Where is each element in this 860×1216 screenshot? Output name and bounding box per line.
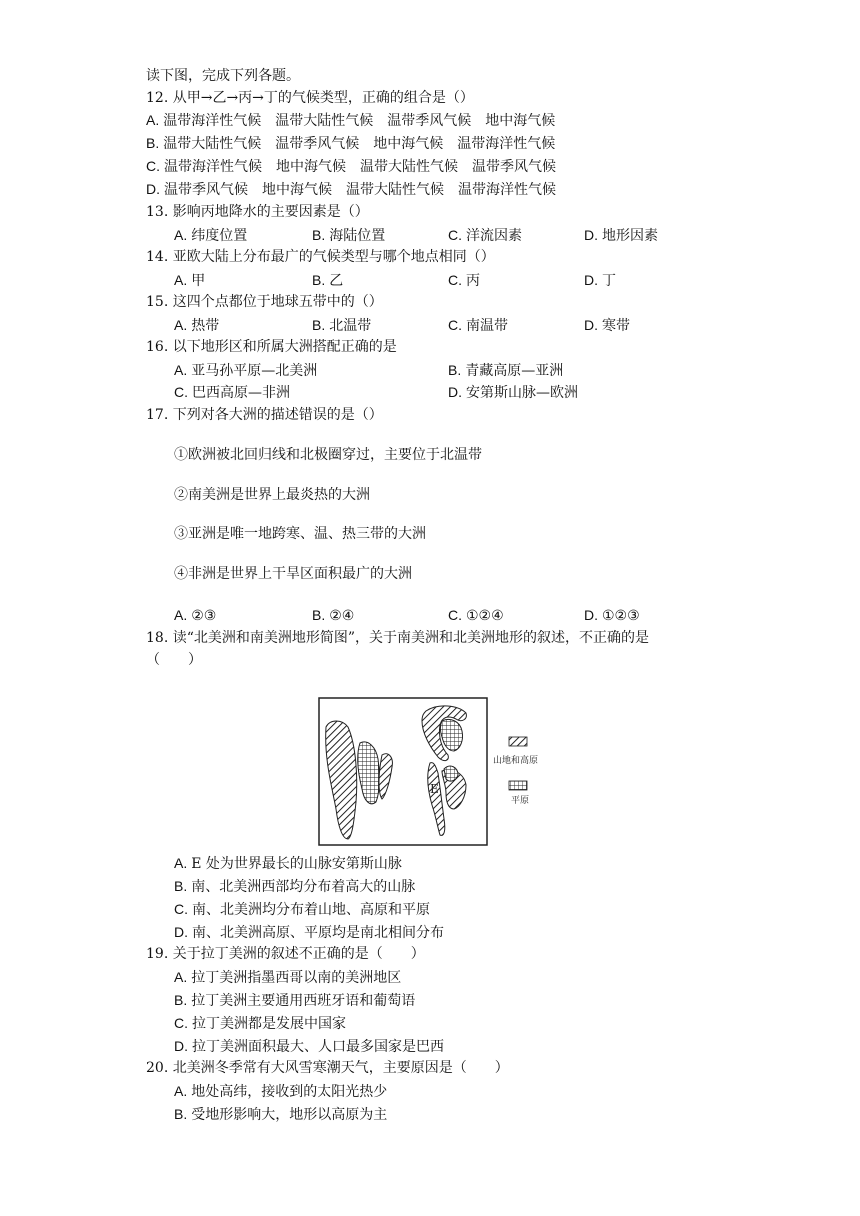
q17-statement-4: ④非洲是世界上干旱区面积最广的大洲 <box>174 566 412 582</box>
option-item: 温带大陆性气候 <box>360 159 458 175</box>
q16-option-b[interactable] <box>448 360 563 380</box>
q15-option-c[interactable] <box>448 315 508 335</box>
option-text: 热带 <box>191 318 220 334</box>
option-label: D. <box>584 272 598 288</box>
option-item: 温带季风气候 <box>472 159 556 175</box>
option-text: 南、北美洲高原、平原均是南北相间分布 <box>192 925 444 941</box>
q13-stem: 13. 影响丙地降水的主要因素是（） <box>146 204 369 220</box>
option-label: A. <box>174 362 188 378</box>
q13-option-a[interactable] <box>174 225 247 245</box>
q13-option-b[interactable] <box>312 225 385 245</box>
option-text: 拉丁美洲都是发展中国家 <box>192 1016 346 1032</box>
q17-option-c[interactable] <box>448 605 504 625</box>
q17-option-b[interactable] <box>312 605 354 625</box>
q12-option-d[interactable] <box>146 179 556 199</box>
option-item: 温带海洋性气候 <box>458 182 556 198</box>
q17-option-d[interactable] <box>584 605 640 625</box>
option-text: 北温带 <box>329 318 372 334</box>
option-text: 甲 <box>191 273 206 289</box>
option-text: 南、北美洲均分布着山地、高原和平原 <box>192 902 430 918</box>
q12-stem: 12. 从甲→乙→丙→丁的气候类型，正确的组合是（） <box>146 90 474 106</box>
option-item: 地中海气候 <box>373 136 444 152</box>
option-text: ①②④ <box>466 608 504 624</box>
q16-option-c[interactable] <box>174 382 290 402</box>
option-text: 丁 <box>602 273 616 289</box>
q16-option-d[interactable] <box>448 382 578 402</box>
sa-plain-shape <box>444 766 458 781</box>
q14-option-c[interactable] <box>448 270 480 290</box>
q17-statement-3: ③亚洲是唯一地跨寒、温、热三带的大洲 <box>174 526 426 542</box>
q18-option-b[interactable] <box>174 876 415 896</box>
q20-option-b[interactable] <box>174 1104 387 1124</box>
option-label: D. <box>174 924 188 940</box>
option-item: 温带季风气候 <box>164 182 248 198</box>
q14-option-b[interactable] <box>312 270 343 290</box>
option-text: ①②③ <box>602 608 640 624</box>
q19-stem: 19. 关于拉丁美洲的叙述不正确的是（ ） <box>146 946 425 962</box>
q12-option-c[interactable] <box>146 156 556 176</box>
option-label: C. <box>448 272 462 288</box>
option-text: 南温带 <box>466 318 508 334</box>
q15-option-a[interactable] <box>174 315 219 335</box>
option-text: 受地形影响大，地形以高原为主 <box>191 1107 388 1123</box>
legend-plain-swatch <box>509 781 527 790</box>
q15-stem: 15. 这四个点都位于地球五带中的（） <box>146 294 383 310</box>
legend-plain-label: 平原 <box>511 796 530 806</box>
option-text: 寒带 <box>602 318 630 334</box>
option-label: C. <box>448 227 462 243</box>
option-item: 温带海洋性气候 <box>163 113 262 129</box>
option-text: 海陆位置 <box>329 228 386 244</box>
option-text: 巴西高原—非洲 <box>192 385 290 401</box>
option-label: C. <box>174 901 188 917</box>
q18-option-c[interactable] <box>174 899 430 919</box>
option-label: A. <box>174 607 188 623</box>
option-item: 温带季风气候 <box>387 113 472 129</box>
q17-stem: 17. 下列对各大洲的描述错误的是（） <box>146 407 383 423</box>
option-label: D. <box>174 1038 188 1054</box>
q13-option-d[interactable] <box>584 225 658 245</box>
option-label: D. <box>584 607 598 623</box>
q14-option-d[interactable] <box>584 270 616 290</box>
option-label: B. <box>174 878 188 894</box>
option-text: 拉丁美洲面积最大、人口最多国家是巴西 <box>192 1039 444 1055</box>
q19-option-d[interactable] <box>174 1036 444 1056</box>
americas-terrain-map <box>318 697 554 847</box>
option-item: 温带大陆性气候 <box>346 182 444 198</box>
option-label: A. <box>174 969 188 985</box>
q18-stem: 18. 读“北美洲和南美洲地形简图”，关于南美洲和北美洲地形的叙述，不正确的是 <box>146 630 650 646</box>
q15-option-b[interactable] <box>312 315 371 335</box>
option-label: B. <box>312 227 326 243</box>
option-text: 地形因素 <box>602 228 658 244</box>
map-label-e: E <box>430 782 439 796</box>
q18-option-d[interactable] <box>174 922 444 942</box>
q18-stem-cont: （ ） <box>146 652 202 668</box>
q20-stem: 20. 北美洲冬季常有大风雪寒潮天气，主要原因是（ ） <box>146 1060 509 1076</box>
option-label: A. <box>146 112 160 128</box>
option-label: B. <box>312 317 326 333</box>
option-text: ②③ <box>191 608 217 624</box>
option-label: D. <box>448 384 462 400</box>
option-label: A. <box>174 227 188 243</box>
option-text: 地处高纬，接收到的太阳光热少 <box>191 1084 388 1100</box>
option-item: 温带大陆性气候 <box>275 113 374 129</box>
option-label: B. <box>448 362 462 378</box>
option-text: 纬度位置 <box>191 228 248 244</box>
option-text: 洋流因素 <box>466 228 522 244</box>
option-label: C. <box>448 607 462 623</box>
option-item: 温带季风气候 <box>275 136 360 152</box>
option-text: 安第斯山脉—欧洲 <box>466 385 578 401</box>
q14-option-a[interactable] <box>174 270 205 290</box>
q17-statement-2: ②南美洲是世界上最炎热的大洲 <box>174 487 370 503</box>
q14-stem: 14. 亚欧大陆上分布最广的气候类型与哪个地点相同（） <box>146 249 495 265</box>
q16-option-a[interactable] <box>174 360 317 380</box>
q15-option-d[interactable] <box>584 315 630 335</box>
option-text: ②④ <box>329 608 355 624</box>
option-label: C. <box>146 158 160 174</box>
option-item: 温带大陆性气候 <box>163 136 262 152</box>
option-label: D. <box>584 227 598 243</box>
option-label: D. <box>584 317 598 333</box>
option-text: 拉丁美洲主要通用西班牙语和葡萄语 <box>191 993 416 1009</box>
option-label: A. <box>174 317 188 333</box>
option-label: A. <box>174 272 188 288</box>
q17-statement-1: ①欧洲被北回归线和北极圈穿过，主要位于北温带 <box>174 447 482 463</box>
option-text: 丙 <box>466 273 480 289</box>
q16-stem: 16. 以下地形区和所属大洲搭配正确的是 <box>146 339 397 355</box>
option-label: B. <box>174 1106 188 1122</box>
q19-option-a[interactable] <box>174 967 401 987</box>
option-text: 亚马孙平原—北美洲 <box>191 363 318 379</box>
intro-text: 读下图，完成下列各题。 <box>146 68 300 84</box>
option-item: 地中海气候 <box>485 113 556 129</box>
option-item: 地中海气候 <box>276 159 346 175</box>
option-item: 温带海洋性气候 <box>164 159 262 175</box>
option-text: 乙 <box>329 273 344 289</box>
q12-option-a[interactable] <box>146 110 555 130</box>
option-text: 青藏高原—亚洲 <box>465 363 564 379</box>
q17-option-a[interactable] <box>174 605 216 625</box>
option-label: C. <box>174 1015 188 1031</box>
option-text: 南、北美洲西部均分布着高大的山脉 <box>191 879 416 895</box>
option-label: D. <box>146 181 160 197</box>
option-text: 拉丁美洲指墨西哥以南的美洲地区 <box>191 970 402 986</box>
option-label: A. <box>174 855 188 871</box>
option-label: C. <box>174 384 188 400</box>
option-item: 地中海气候 <box>262 182 332 198</box>
q19-option-c[interactable] <box>174 1013 346 1033</box>
legend-mountains-swatch <box>509 737 527 746</box>
legend-mountains-label: 山地和高原 <box>493 756 539 766</box>
q18-option-a[interactable] <box>174 853 402 873</box>
option-label: B. <box>312 607 326 623</box>
option-label: B. <box>146 135 160 151</box>
q12-option-b[interactable] <box>146 133 555 153</box>
option-text: E 处为世界最长的山脉安第斯山脉 <box>191 856 402 872</box>
option-item: 温带海洋性气候 <box>457 136 556 152</box>
option-label: C. <box>448 317 462 333</box>
option-label: B. <box>174 992 188 1008</box>
option-label: B. <box>312 272 326 288</box>
q13-option-c[interactable] <box>448 225 522 245</box>
option-label: A. <box>174 1083 188 1099</box>
q20-option-a[interactable] <box>174 1081 387 1101</box>
q19-option-b[interactable] <box>174 990 415 1010</box>
